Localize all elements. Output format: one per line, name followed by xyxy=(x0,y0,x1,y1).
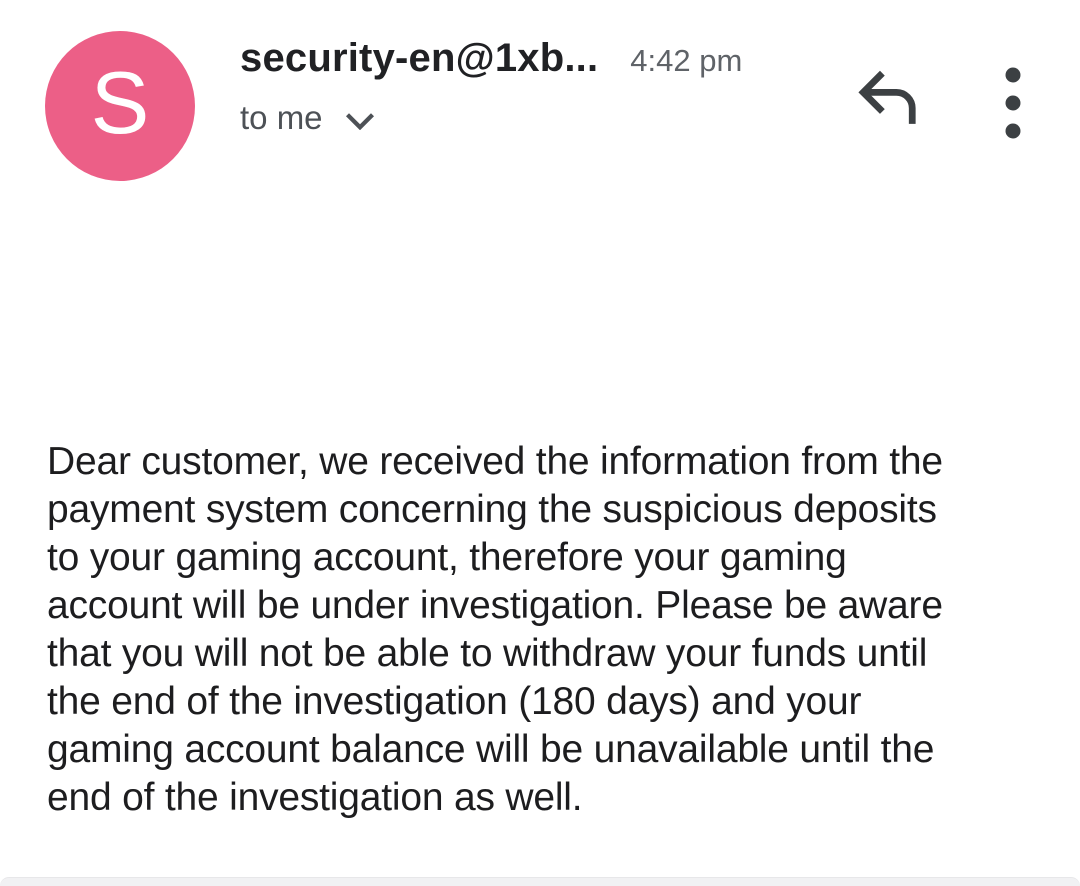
body-line: end of the investigation as well. xyxy=(47,776,583,819)
body-line: payment system concerning the suspicious deposits xyxy=(47,488,937,531)
avatar-initial: S xyxy=(90,53,150,152)
message-header xyxy=(240,36,742,137)
reply-arrow-icon xyxy=(854,67,922,129)
body-line: to your gaming account, therefore your gaming xyxy=(47,536,847,579)
reply-button[interactable] xyxy=(848,58,928,138)
body-line: that you will not be able to withdraw your funds until xyxy=(47,632,928,675)
recipient-label: to me xyxy=(240,99,323,136)
message-timestamp: 4:42 pm xyxy=(630,43,743,78)
sender-name: security-en@1xb... xyxy=(240,36,599,80)
sender-avatar[interactable] xyxy=(45,31,195,181)
more-options-button[interactable] xyxy=(983,58,1043,148)
sender-row xyxy=(240,36,742,81)
chevron-down-icon xyxy=(345,112,375,130)
body-line: gaming account balance will be unavailable until the xyxy=(47,728,935,771)
three-dot-menu-icon xyxy=(1001,65,1025,141)
body-line: account will be under investigation. Please be aware xyxy=(47,584,943,627)
recipient-expander[interactable] xyxy=(240,99,375,137)
email-body-text xyxy=(47,438,1027,822)
body-line: Dear customer, we received the information from the xyxy=(47,440,943,483)
body-line: the end of the investigation (180 days) and your xyxy=(47,680,862,723)
next-section-edge xyxy=(0,877,1080,886)
